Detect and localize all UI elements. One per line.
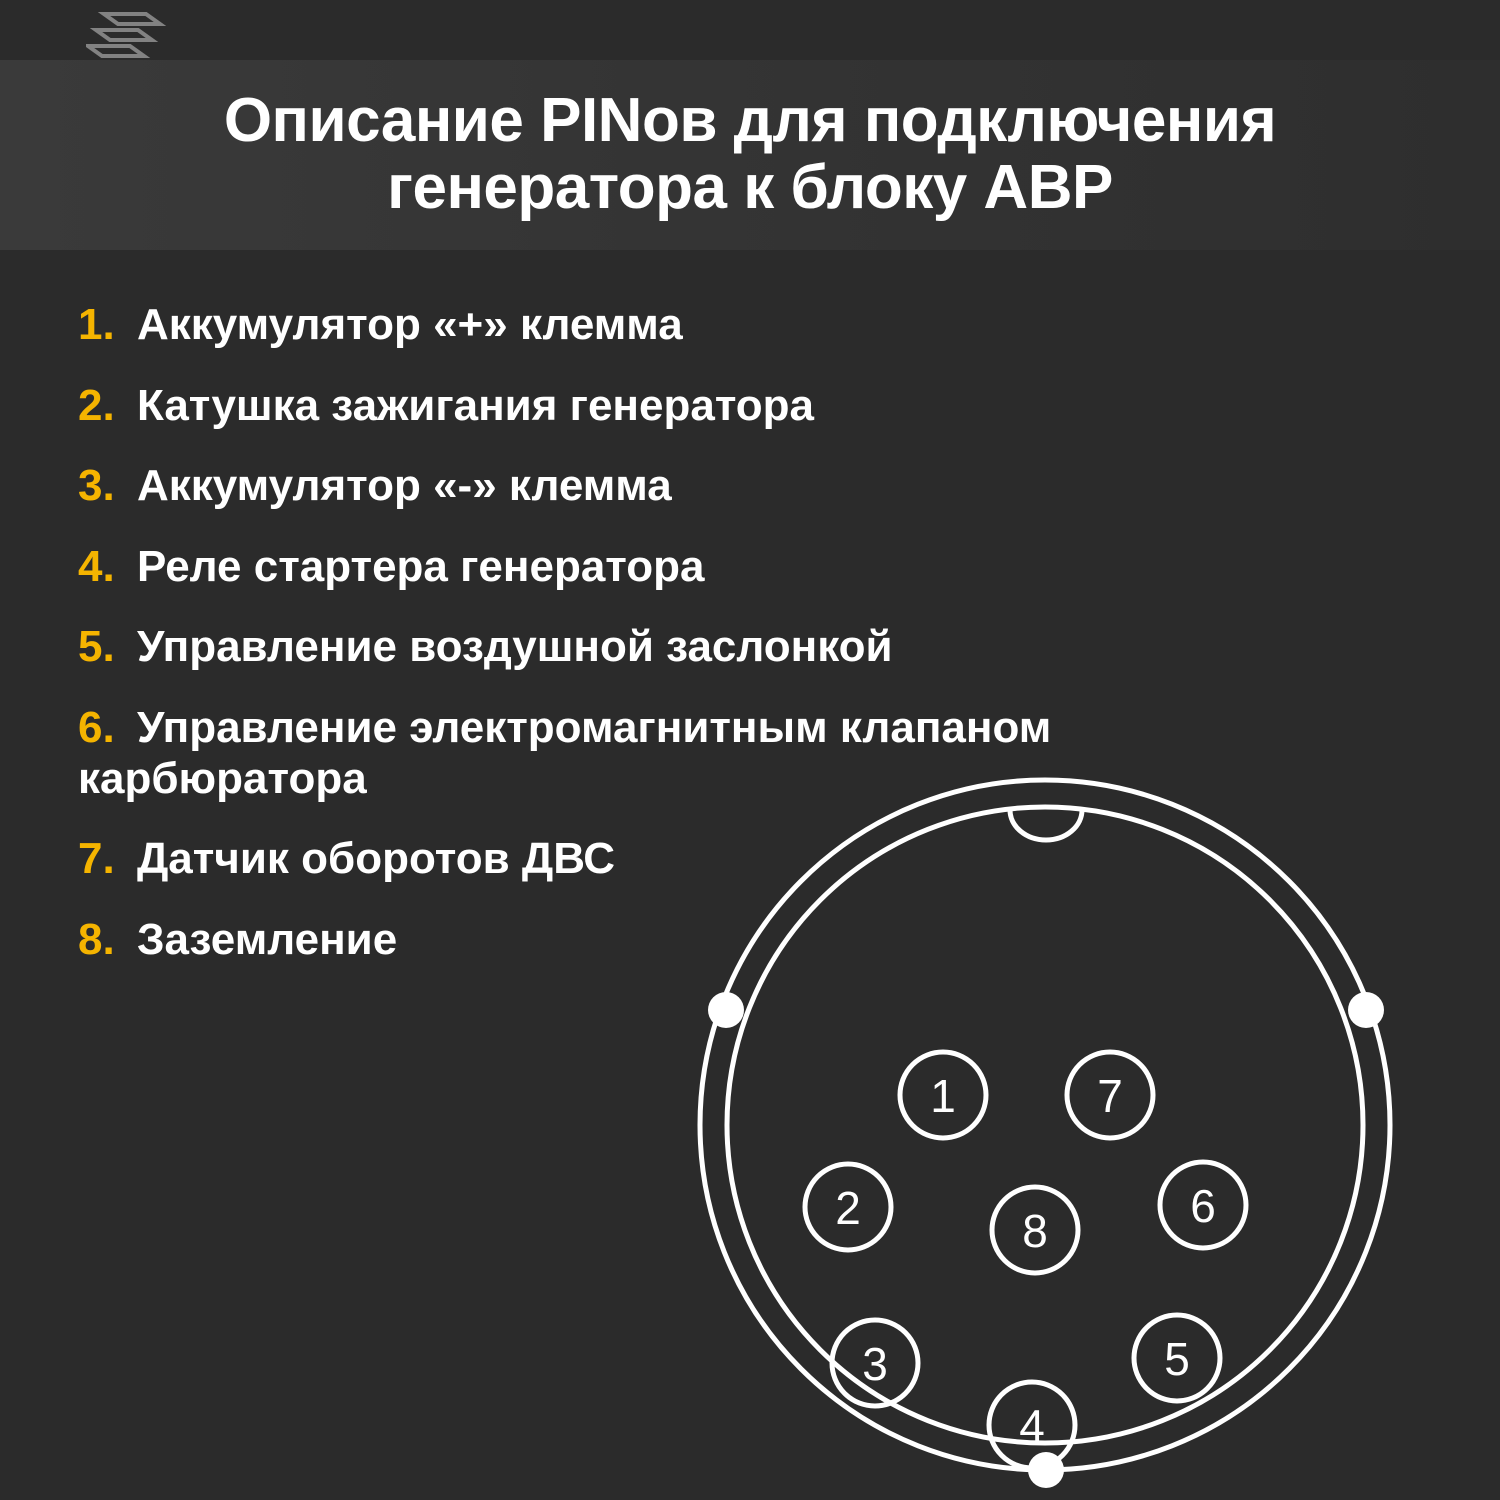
list-item-label: Реле стартера генератора xyxy=(136,541,705,591)
page-title: Описание PINов для подключения генератора к блоку АВР xyxy=(223,86,1277,222)
list-item xyxy=(78,381,1108,432)
pin-label-3: 3 xyxy=(862,1338,888,1390)
list-item-label: Катушка зажигания генератора xyxy=(136,380,815,430)
list-item-number: 6. xyxy=(78,702,115,752)
pin-label-2: 2 xyxy=(835,1182,861,1234)
list-item xyxy=(78,300,1108,351)
connector-diagram xyxy=(690,770,1410,1490)
list-item-number: 2. xyxy=(78,380,115,430)
list-item xyxy=(78,461,1108,512)
list-item-number: 8. xyxy=(78,914,115,964)
alignment-notch xyxy=(1010,810,1082,840)
list-item-label: Заземление xyxy=(136,914,398,964)
latch-bump-left xyxy=(708,992,744,1028)
pin-label-1: 1 xyxy=(930,1070,956,1122)
pin-label-7: 7 xyxy=(1097,1070,1123,1122)
pin-label-8: 8 xyxy=(1022,1205,1048,1257)
list-item-label: Управление воздушной заслонкой xyxy=(136,622,893,672)
list-item xyxy=(78,622,1108,673)
title-band xyxy=(0,60,1500,250)
list-item xyxy=(78,542,1108,593)
list-item-label: Управление электромагнитным клапаном карбюратора xyxy=(78,702,1052,803)
list-item-number: 3. xyxy=(78,461,115,511)
list-item-label: Аккумулятор «-» клемма xyxy=(136,461,672,511)
pin-label-4: 4 xyxy=(1019,1400,1045,1452)
list-item-label: Датчик оборотов ДВС xyxy=(136,834,616,884)
list-item-number: 4. xyxy=(78,541,115,591)
list-item-number: 5. xyxy=(78,622,115,672)
pin-label-5: 5 xyxy=(1164,1333,1190,1385)
list-item-number: 1. xyxy=(78,300,115,349)
list-item-number: 7. xyxy=(78,834,115,884)
latch-bump-right xyxy=(1348,992,1384,1028)
pin-label-6: 6 xyxy=(1190,1180,1216,1232)
list-item-label: Аккумулятор «+» клемма xyxy=(136,300,683,349)
